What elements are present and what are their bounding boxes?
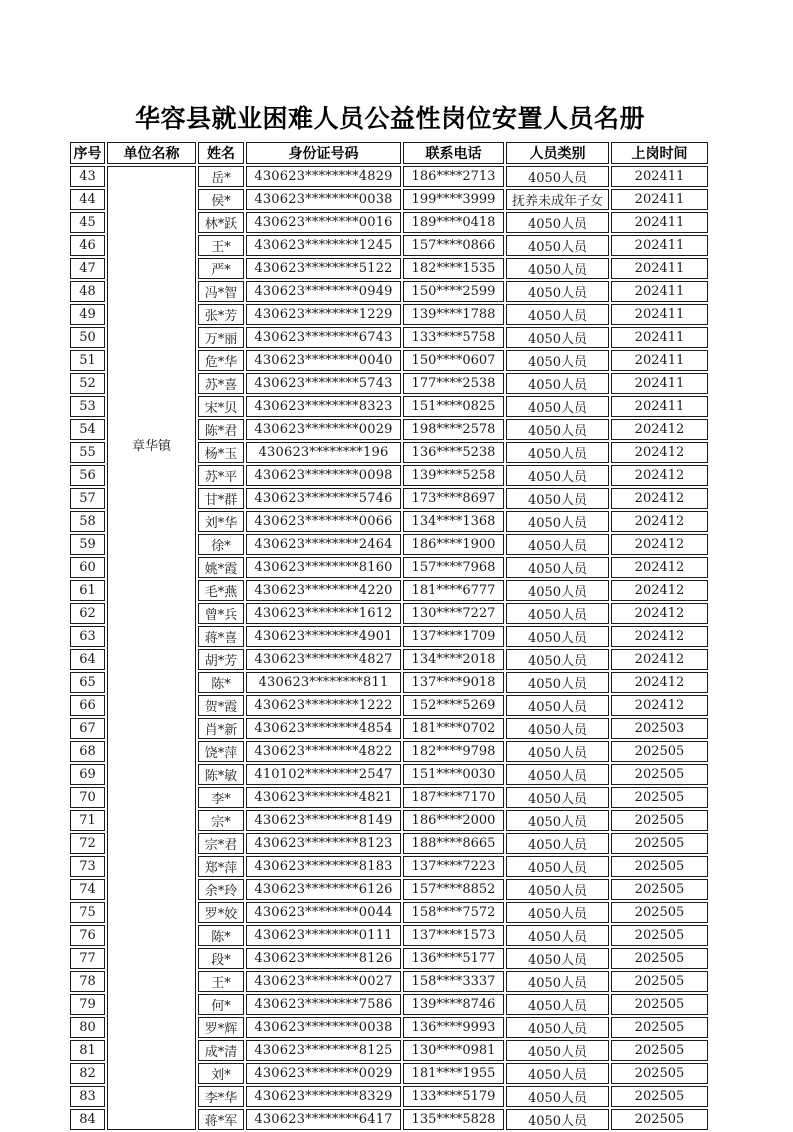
cell-name: 王*: [198, 971, 244, 992]
cell-start-date: 202505: [611, 879, 708, 900]
cell-serial: 66: [70, 695, 105, 716]
roster-table: [68, 140, 710, 1132]
cell-start-date: 202505: [611, 1086, 708, 1107]
cell-name: 林*跃: [198, 212, 244, 233]
cell-category: 4050人员: [506, 626, 609, 647]
cell-name: 毛*燕: [198, 580, 244, 601]
cell-id-number: 430623********5743: [246, 373, 401, 394]
cell-name: 姚*霞: [198, 557, 244, 578]
cell-id-number: 430623********0044: [246, 902, 401, 923]
cell-id-number: 430623********8329: [246, 1086, 401, 1107]
cell-id-number: 430623********0029: [246, 1063, 401, 1084]
cell-serial: 73: [70, 856, 105, 877]
cell-category: 4050人员: [506, 235, 609, 256]
cell-name: 宋*贝: [198, 396, 244, 417]
col-header-category: 人员类别: [506, 142, 609, 164]
cell-id-number: 430623********8183: [246, 856, 401, 877]
cell-category: 4050人员: [506, 1063, 609, 1084]
table-body: [70, 166, 708, 1130]
cell-start-date: 202412: [611, 649, 708, 670]
cell-category: 4050人员: [506, 879, 609, 900]
cell-phone: 139****5258: [403, 465, 504, 486]
cell-id-number: 430623********0098: [246, 465, 401, 486]
cell-phone: 136****5238: [403, 442, 504, 463]
cell-start-date: 202505: [611, 741, 708, 762]
cell-name: 罗*姣: [198, 902, 244, 923]
cell-phone: 139****8746: [403, 994, 504, 1015]
cell-category: 4050人员: [506, 419, 609, 440]
cell-phone: 130****0981: [403, 1040, 504, 1061]
cell-category: 4050人员: [506, 488, 609, 509]
cell-name: 贺*霞: [198, 695, 244, 716]
cell-start-date: 202411: [611, 350, 708, 371]
col-header-name: 姓名: [198, 142, 244, 164]
cell-name: 王*: [198, 235, 244, 256]
table-row: [70, 166, 708, 187]
cell-id-number: 430623********8323: [246, 396, 401, 417]
cell-start-date: 202411: [611, 396, 708, 417]
cell-id-number: 430623********4821: [246, 787, 401, 808]
cell-serial: 46: [70, 235, 105, 256]
cell-category: 4050人员: [506, 741, 609, 762]
cell-id-number: 430623********6743: [246, 327, 401, 348]
cell-name: 李*: [198, 787, 244, 808]
cell-id-number: 430623********0066: [246, 511, 401, 532]
cell-serial: 50: [70, 327, 105, 348]
cell-phone: 136****5177: [403, 948, 504, 969]
cell-phone: 136****9993: [403, 1017, 504, 1038]
cell-serial: 55: [70, 442, 105, 463]
cell-name: 甘*群: [198, 488, 244, 509]
cell-category: 4050人员: [506, 1040, 609, 1061]
cell-start-date: 202411: [611, 258, 708, 279]
cell-name: 蒋*军: [198, 1109, 244, 1130]
cell-serial: 61: [70, 580, 105, 601]
table-header: [70, 142, 708, 164]
cell-category: 4050人员: [506, 925, 609, 946]
col-header-start-date: 上岗时间: [611, 142, 708, 164]
cell-name: 岳*: [198, 166, 244, 187]
col-header-serial: 序号: [70, 142, 105, 164]
cell-start-date: 202411: [611, 212, 708, 233]
cell-serial: 49: [70, 304, 105, 325]
cell-phone: 189****0418: [403, 212, 504, 233]
cell-id-number: 430623********8125: [246, 1040, 401, 1061]
cell-serial: 75: [70, 902, 105, 923]
cell-start-date: 202412: [611, 672, 708, 693]
cell-serial: 58: [70, 511, 105, 532]
cell-start-date: 202505: [611, 1017, 708, 1038]
unit-name-label: 章华镇: [131, 439, 171, 454]
cell-phone: 151****0825: [403, 396, 504, 417]
cell-phone: 198****2578: [403, 419, 504, 440]
cell-serial: 70: [70, 787, 105, 808]
cell-category: 4050人员: [506, 902, 609, 923]
cell-phone: 130****7227: [403, 603, 504, 624]
cell-serial: 74: [70, 879, 105, 900]
cell-serial: 81: [70, 1040, 105, 1061]
cell-serial: 84: [70, 1109, 105, 1130]
cell-category: 4050人员: [506, 833, 609, 854]
cell-start-date: 202503: [611, 718, 708, 739]
cell-category: 4050人员: [506, 258, 609, 279]
cell-start-date: 202412: [611, 695, 708, 716]
cell-start-date: 202411: [611, 304, 708, 325]
cell-id-number: 430623********4829: [246, 166, 401, 187]
cell-name: 段*: [198, 948, 244, 969]
cell-start-date: 202412: [611, 580, 708, 601]
cell-start-date: 202505: [611, 902, 708, 923]
cell-id-number: 430623********4827: [246, 649, 401, 670]
cell-start-date: 202412: [611, 534, 708, 555]
cell-category: 4050人员: [506, 442, 609, 463]
cell-serial: 71: [70, 810, 105, 831]
cell-start-date: 202505: [611, 1063, 708, 1084]
cell-phone: 188****8665: [403, 833, 504, 854]
cell-start-date: 202505: [611, 971, 708, 992]
cell-name: 宗*君: [198, 833, 244, 854]
cell-serial: 48: [70, 281, 105, 302]
cell-serial: 52: [70, 373, 105, 394]
cell-start-date: 202411: [611, 235, 708, 256]
cell-category: 4050人员: [506, 350, 609, 371]
cell-phone: 182****9798: [403, 741, 504, 762]
cell-category: 4050人员: [506, 649, 609, 670]
cell-category: 4050人员: [506, 764, 609, 785]
cell-category: 4050人员: [506, 718, 609, 739]
cell-serial: 64: [70, 649, 105, 670]
cell-id-number: 430623********0038: [246, 189, 401, 210]
cell-phone: 151****0030: [403, 764, 504, 785]
cell-id-number: 430623********4822: [246, 741, 401, 762]
cell-id-number: 430623********8160: [246, 557, 401, 578]
cell-category: 4050人员: [506, 810, 609, 831]
cell-phone: 139****1788: [403, 304, 504, 325]
cell-start-date: 202412: [611, 557, 708, 578]
cell-id-number: 430623********0029: [246, 419, 401, 440]
cell-serial: 78: [70, 971, 105, 992]
cell-phone: 133****5758: [403, 327, 504, 348]
cell-serial: 63: [70, 626, 105, 647]
cell-start-date: 202411: [611, 281, 708, 302]
cell-category: 4050人员: [506, 672, 609, 693]
cell-name: 肖*新: [198, 718, 244, 739]
cell-serial: 57: [70, 488, 105, 509]
cell-serial: 62: [70, 603, 105, 624]
cell-name: 危*华: [198, 350, 244, 371]
cell-category: 4050人员: [506, 212, 609, 233]
cell-name: 冯*智: [198, 281, 244, 302]
cell-name: 蒋*喜: [198, 626, 244, 647]
cell-serial: 47: [70, 258, 105, 279]
cell-id-number: 430623********5746: [246, 488, 401, 509]
cell-name: 陈*君: [198, 419, 244, 440]
cell-start-date: 202411: [611, 166, 708, 187]
cell-category: 4050人员: [506, 1017, 609, 1038]
cell-category: 4050人员: [506, 396, 609, 417]
cell-start-date: 202412: [611, 442, 708, 463]
cell-category: 4050人员: [506, 373, 609, 394]
cell-category: 4050人员: [506, 787, 609, 808]
cell-serial: 53: [70, 396, 105, 417]
cell-phone: 182****1535: [403, 258, 504, 279]
cell-start-date: 202505: [611, 925, 708, 946]
cell-phone: 134****1368: [403, 511, 504, 532]
cell-phone: 137****9018: [403, 672, 504, 693]
cell-id-number: 430623********0038: [246, 1017, 401, 1038]
cell-id-number: 430623********2464: [246, 534, 401, 555]
cell-phone: 187****7170: [403, 787, 504, 808]
cell-name: 严*: [198, 258, 244, 279]
cell-phone: 186****1900: [403, 534, 504, 555]
cell-category: 4050人员: [506, 281, 609, 302]
cell-name: 徐*: [198, 534, 244, 555]
cell-phone: 181****0702: [403, 718, 504, 739]
cell-unit-name: [107, 166, 196, 1130]
cell-phone: 137****1709: [403, 626, 504, 647]
cell-name: 苏*平: [198, 465, 244, 486]
cell-id-number: 430623********0040: [246, 350, 401, 371]
cell-id-number: 430623********1222: [246, 695, 401, 716]
col-header-phone: 联系电话: [403, 142, 504, 164]
cell-phone: 137****7223: [403, 856, 504, 877]
cell-start-date: 202412: [611, 603, 708, 624]
cell-id-number: 430623********8123: [246, 833, 401, 854]
cell-start-date: 202412: [611, 488, 708, 509]
cell-start-date: 202505: [611, 856, 708, 877]
cell-phone: 157****7968: [403, 557, 504, 578]
cell-name: 宗*: [198, 810, 244, 831]
cell-category: 4050人员: [506, 1109, 609, 1130]
cell-name: 何*: [198, 994, 244, 1015]
cell-category: 4050人员: [506, 948, 609, 969]
cell-category: 4050人员: [506, 994, 609, 1015]
cell-start-date: 202411: [611, 327, 708, 348]
document-title: 华容县就业困难人员公益性岗位安置人员名册: [134, 105, 645, 133]
cell-category: 4050人员: [506, 580, 609, 601]
cell-id-number: 430623********5122: [246, 258, 401, 279]
cell-start-date: 202505: [611, 948, 708, 969]
cell-name: 张*芳: [198, 304, 244, 325]
cell-start-date: 202505: [611, 833, 708, 854]
cell-start-date: 202505: [611, 1109, 708, 1130]
cell-id-number: 430623********0027: [246, 971, 401, 992]
cell-id-number: 430623********1612: [246, 603, 401, 624]
cell-serial: 60: [70, 557, 105, 578]
cell-id-number: 430623********4220: [246, 580, 401, 601]
cell-phone: 181****6777: [403, 580, 504, 601]
cell-name: 曾*兵: [198, 603, 244, 624]
cell-id-number: 430623********0016: [246, 212, 401, 233]
cell-name: 郑*萍: [198, 856, 244, 877]
cell-serial: 51: [70, 350, 105, 371]
cell-start-date: 202412: [611, 626, 708, 647]
cell-name: 余*玲: [198, 879, 244, 900]
cell-category: 4050人员: [506, 511, 609, 532]
cell-phone: 158****7572: [403, 902, 504, 923]
cell-category: 4050人员: [506, 603, 609, 624]
cell-id-number: 430623********7586: [246, 994, 401, 1015]
cell-phone: 181****1955: [403, 1063, 504, 1084]
cell-start-date: 202411: [611, 373, 708, 394]
cell-name: 侯*: [198, 189, 244, 210]
cell-serial: 76: [70, 925, 105, 946]
cell-phone: 133****5179: [403, 1086, 504, 1107]
cell-id-number: 430623********8126: [246, 948, 401, 969]
cell-category: 4050人员: [506, 1086, 609, 1107]
cell-name: 李*华: [198, 1086, 244, 1107]
cell-name: 成*清: [198, 1040, 244, 1061]
cell-id-number: 430623********6126: [246, 879, 401, 900]
cell-start-date: 202505: [611, 810, 708, 831]
cell-id-number: 430623********1229: [246, 304, 401, 325]
cell-phone: 137****1573: [403, 925, 504, 946]
cell-start-date: 202412: [611, 419, 708, 440]
cell-serial: 82: [70, 1063, 105, 1084]
cell-category: 4050人员: [506, 304, 609, 325]
cell-serial: 79: [70, 994, 105, 1015]
cell-serial: 44: [70, 189, 105, 210]
cell-phone: 157****0866: [403, 235, 504, 256]
cell-category: 4050人员: [506, 534, 609, 555]
cell-serial: 56: [70, 465, 105, 486]
cell-category: 4050人员: [506, 695, 609, 716]
col-header-id-number: 身份证号码: [246, 142, 401, 164]
cell-category: 4050人员: [506, 557, 609, 578]
cell-start-date: 202412: [611, 511, 708, 532]
cell-id-number: 430623********0949: [246, 281, 401, 302]
cell-name: 罗*辉: [198, 1017, 244, 1038]
cell-name: 万*丽: [198, 327, 244, 348]
cell-phone: 150****0607: [403, 350, 504, 371]
cell-start-date: 202411: [611, 189, 708, 210]
cell-serial: 67: [70, 718, 105, 739]
cell-phone: 135****5828: [403, 1109, 504, 1130]
cell-id-number: 430623********196: [246, 442, 401, 463]
cell-name: 苏*喜: [198, 373, 244, 394]
cell-serial: 69: [70, 764, 105, 785]
cell-name: 刘*: [198, 1063, 244, 1084]
cell-name: 陈*敏: [198, 764, 244, 785]
cell-id-number: 430623********811: [246, 672, 401, 693]
cell-phone: 158****3337: [403, 971, 504, 992]
cell-serial: 59: [70, 534, 105, 555]
header-row: [70, 142, 708, 164]
cell-phone: 173****8697: [403, 488, 504, 509]
cell-start-date: 202505: [611, 1040, 708, 1061]
cell-phone: 134****2018: [403, 649, 504, 670]
cell-serial: 77: [70, 948, 105, 969]
cell-name: 杨*玉: [198, 442, 244, 463]
cell-name: 刘*华: [198, 511, 244, 532]
cell-id-number: 410102********2547: [246, 764, 401, 785]
cell-serial: 83: [70, 1086, 105, 1107]
cell-phone: 186****2713: [403, 166, 504, 187]
cell-phone: 186****2000: [403, 810, 504, 831]
cell-category: 抚养未成年子女: [506, 189, 609, 210]
cell-serial: 80: [70, 1017, 105, 1038]
cell-id-number: 430623********6417: [246, 1109, 401, 1130]
cell-id-number: 430623********4854: [246, 718, 401, 739]
cell-serial: 54: [70, 419, 105, 440]
cell-category: 4050人员: [506, 971, 609, 992]
cell-id-number: 430623********8149: [246, 810, 401, 831]
cell-category: 4050人员: [506, 465, 609, 486]
cell-name: 陈*: [198, 672, 244, 693]
cell-category: 4050人员: [506, 327, 609, 348]
cell-id-number: 430623********1245: [246, 235, 401, 256]
cell-phone: 150****2599: [403, 281, 504, 302]
cell-start-date: 202505: [611, 787, 708, 808]
cell-name: 胡*芳: [198, 649, 244, 670]
cell-serial: 43: [70, 166, 105, 187]
cell-category: 4050人员: [506, 856, 609, 877]
cell-serial: 72: [70, 833, 105, 854]
cell-phone: 177****2538: [403, 373, 504, 394]
cell-name: 饶*萍: [198, 741, 244, 762]
cell-start-date: 202412: [611, 465, 708, 486]
cell-serial: 65: [70, 672, 105, 693]
col-header-unit-name: 单位名称: [107, 142, 196, 164]
cell-start-date: 202505: [611, 994, 708, 1015]
cell-category: 4050人员: [506, 166, 609, 187]
cell-phone: 152****5269: [403, 695, 504, 716]
cell-phone: 199****3999: [403, 189, 504, 210]
cell-id-number: 430623********0111: [246, 925, 401, 946]
cell-phone: 157****8852: [403, 879, 504, 900]
cell-start-date: 202505: [611, 764, 708, 785]
cell-name: 陈*: [198, 925, 244, 946]
cell-id-number: 430623********4901: [246, 626, 401, 647]
cell-serial: 45: [70, 212, 105, 233]
cell-serial: 68: [70, 741, 105, 762]
